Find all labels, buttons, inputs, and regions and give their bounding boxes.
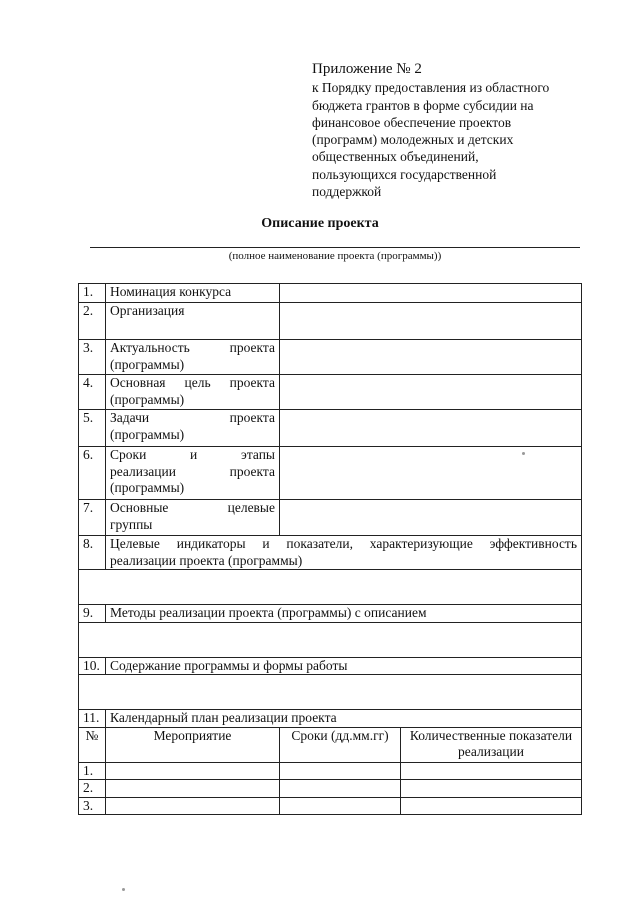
label-word: цель [184,375,211,390]
plan-header-dates: Сроки (дд.мм.гг) [280,727,401,762]
row-label: Календарный план реализации проекта [106,710,582,728]
plan-dates-cell[interactable] [280,780,401,798]
row-2 [79,303,582,340]
label-word: Основные [110,500,169,515]
row-number: 6. [79,447,106,500]
row-number: 1. [79,284,106,303]
row-1-input[interactable] [280,284,582,303]
appendix-line: поддержкой [312,184,382,200]
label-line [110,340,275,357]
plan-event-cell[interactable] [106,797,280,815]
row-label: Методы реализации проекта (программы) с описанием [106,605,582,623]
label-line [110,500,275,517]
label-word: группы [110,516,153,532]
plan-row-number: 3. [79,797,106,815]
label-word: и [190,447,198,462]
plan-header-num: № [79,727,106,762]
row-4-input[interactable] [280,375,582,410]
plan-row-number: 2. [79,780,106,798]
row-label: Целевые индикаторы и показатели, характеризующие эффективность реализации проекта (программы) [106,536,582,570]
plan-event-cell[interactable] [106,780,280,798]
row-number: 10. [79,657,106,675]
document-title: Описание проекта [261,216,379,231]
row-label [106,340,280,375]
label-word: (программы) [110,391,185,407]
row-11 [79,710,582,728]
row-number: 4. [79,375,106,410]
label-word: (программы) [110,426,185,442]
row-number: 11. [79,710,106,728]
row-7-input[interactable] [280,500,582,536]
label-word: этапы [241,447,275,462]
plan-row [79,780,582,798]
label-word: проекта [229,375,275,390]
row-label: Содержание программы и формы работы [106,657,582,675]
row-label [106,303,280,340]
label-word: проекта [229,340,275,355]
plan-header-indicators: Количественные показатели реализации [401,727,582,762]
appendix-line: финансовое обеспечение проектов [312,114,512,130]
label-line [110,464,275,481]
label-word: проекта [229,463,275,479]
row-label [106,375,280,410]
row-8 [79,536,582,570]
label-line [110,517,275,534]
row-1 [79,284,582,303]
row-number: 3. [79,340,106,375]
row-10-input[interactable] [79,675,582,710]
row-5-input[interactable] [280,410,582,447]
plan-indicators-cell[interactable] [401,780,582,798]
appendix-line: бюджета грантов в форме субсидии на [312,97,534,113]
label-line [110,427,275,444]
label-word: (программы) [110,480,185,495]
row-6-input[interactable] [280,447,582,500]
label-word: Организация [110,303,185,318]
row-number: 2. [79,303,106,340]
label-word: Задачи [110,410,150,425]
plan-dates-cell[interactable] [280,797,401,815]
label-word: Основная [110,375,166,390]
label-line [110,392,275,409]
row-number: 9. [79,605,106,623]
appendix-line: (программ) молодежных и детских [312,132,514,148]
appendix-number: Приложение № 2 [312,61,422,77]
scan-speck [522,452,525,455]
label-line [110,447,275,464]
row-10 [79,657,582,675]
row-number: 5. [79,410,106,447]
row-5 [79,410,582,447]
project-name-line[interactable] [90,247,580,248]
row-10-field [79,675,582,710]
appendix-line: пользующихся государственной [312,166,497,182]
plan-row [79,797,582,815]
row-label [106,447,280,500]
row-3 [79,340,582,375]
appendix-line: общественных объединений, [312,149,479,165]
label-line [110,303,275,320]
label-line [110,284,275,301]
row-9-input[interactable] [79,622,582,657]
row-label [106,410,280,447]
plan-indicators-cell[interactable] [401,797,582,815]
plan-row [79,762,582,780]
plan-indicators-cell[interactable] [401,762,582,780]
project-name-caption: (полное наименование проекта (программы)) [228,250,442,262]
row-8-input[interactable] [79,570,582,605]
label-line [110,480,275,497]
row-2-input[interactable] [280,303,582,340]
label-word: (программы) [110,356,185,372]
scan-speck [122,888,125,891]
row-label [106,284,280,303]
row-number: 8. [79,536,106,570]
plan-header-event: Мероприятие [106,727,280,762]
label-word: Актуальность [110,340,190,355]
row-8-field [79,570,582,605]
row-9 [79,605,582,623]
plan-dates-cell[interactable] [280,762,401,780]
label-word: проекта [229,410,275,425]
row-7 [79,500,582,536]
plan-row-number: 1. [79,762,106,780]
appendix-line: к Порядку предоставления из областного [312,80,550,96]
row-6 [79,447,582,500]
plan-header-row [79,727,582,762]
label-line [110,357,275,374]
row-3-input[interactable] [280,340,582,375]
project-description-table [78,283,582,815]
plan-event-cell[interactable] [106,762,280,780]
appendix-block [312,61,602,200]
label-word: реализации [110,463,176,479]
label-line [110,410,275,427]
row-number: 7. [79,500,106,536]
row-4 [79,375,582,410]
label-line [110,375,275,392]
label-word: целевые [227,500,275,515]
row-label [106,500,280,536]
row-9-field [79,622,582,657]
label-word: Сроки [110,447,147,462]
label-word: Номинация конкурса [110,284,232,299]
